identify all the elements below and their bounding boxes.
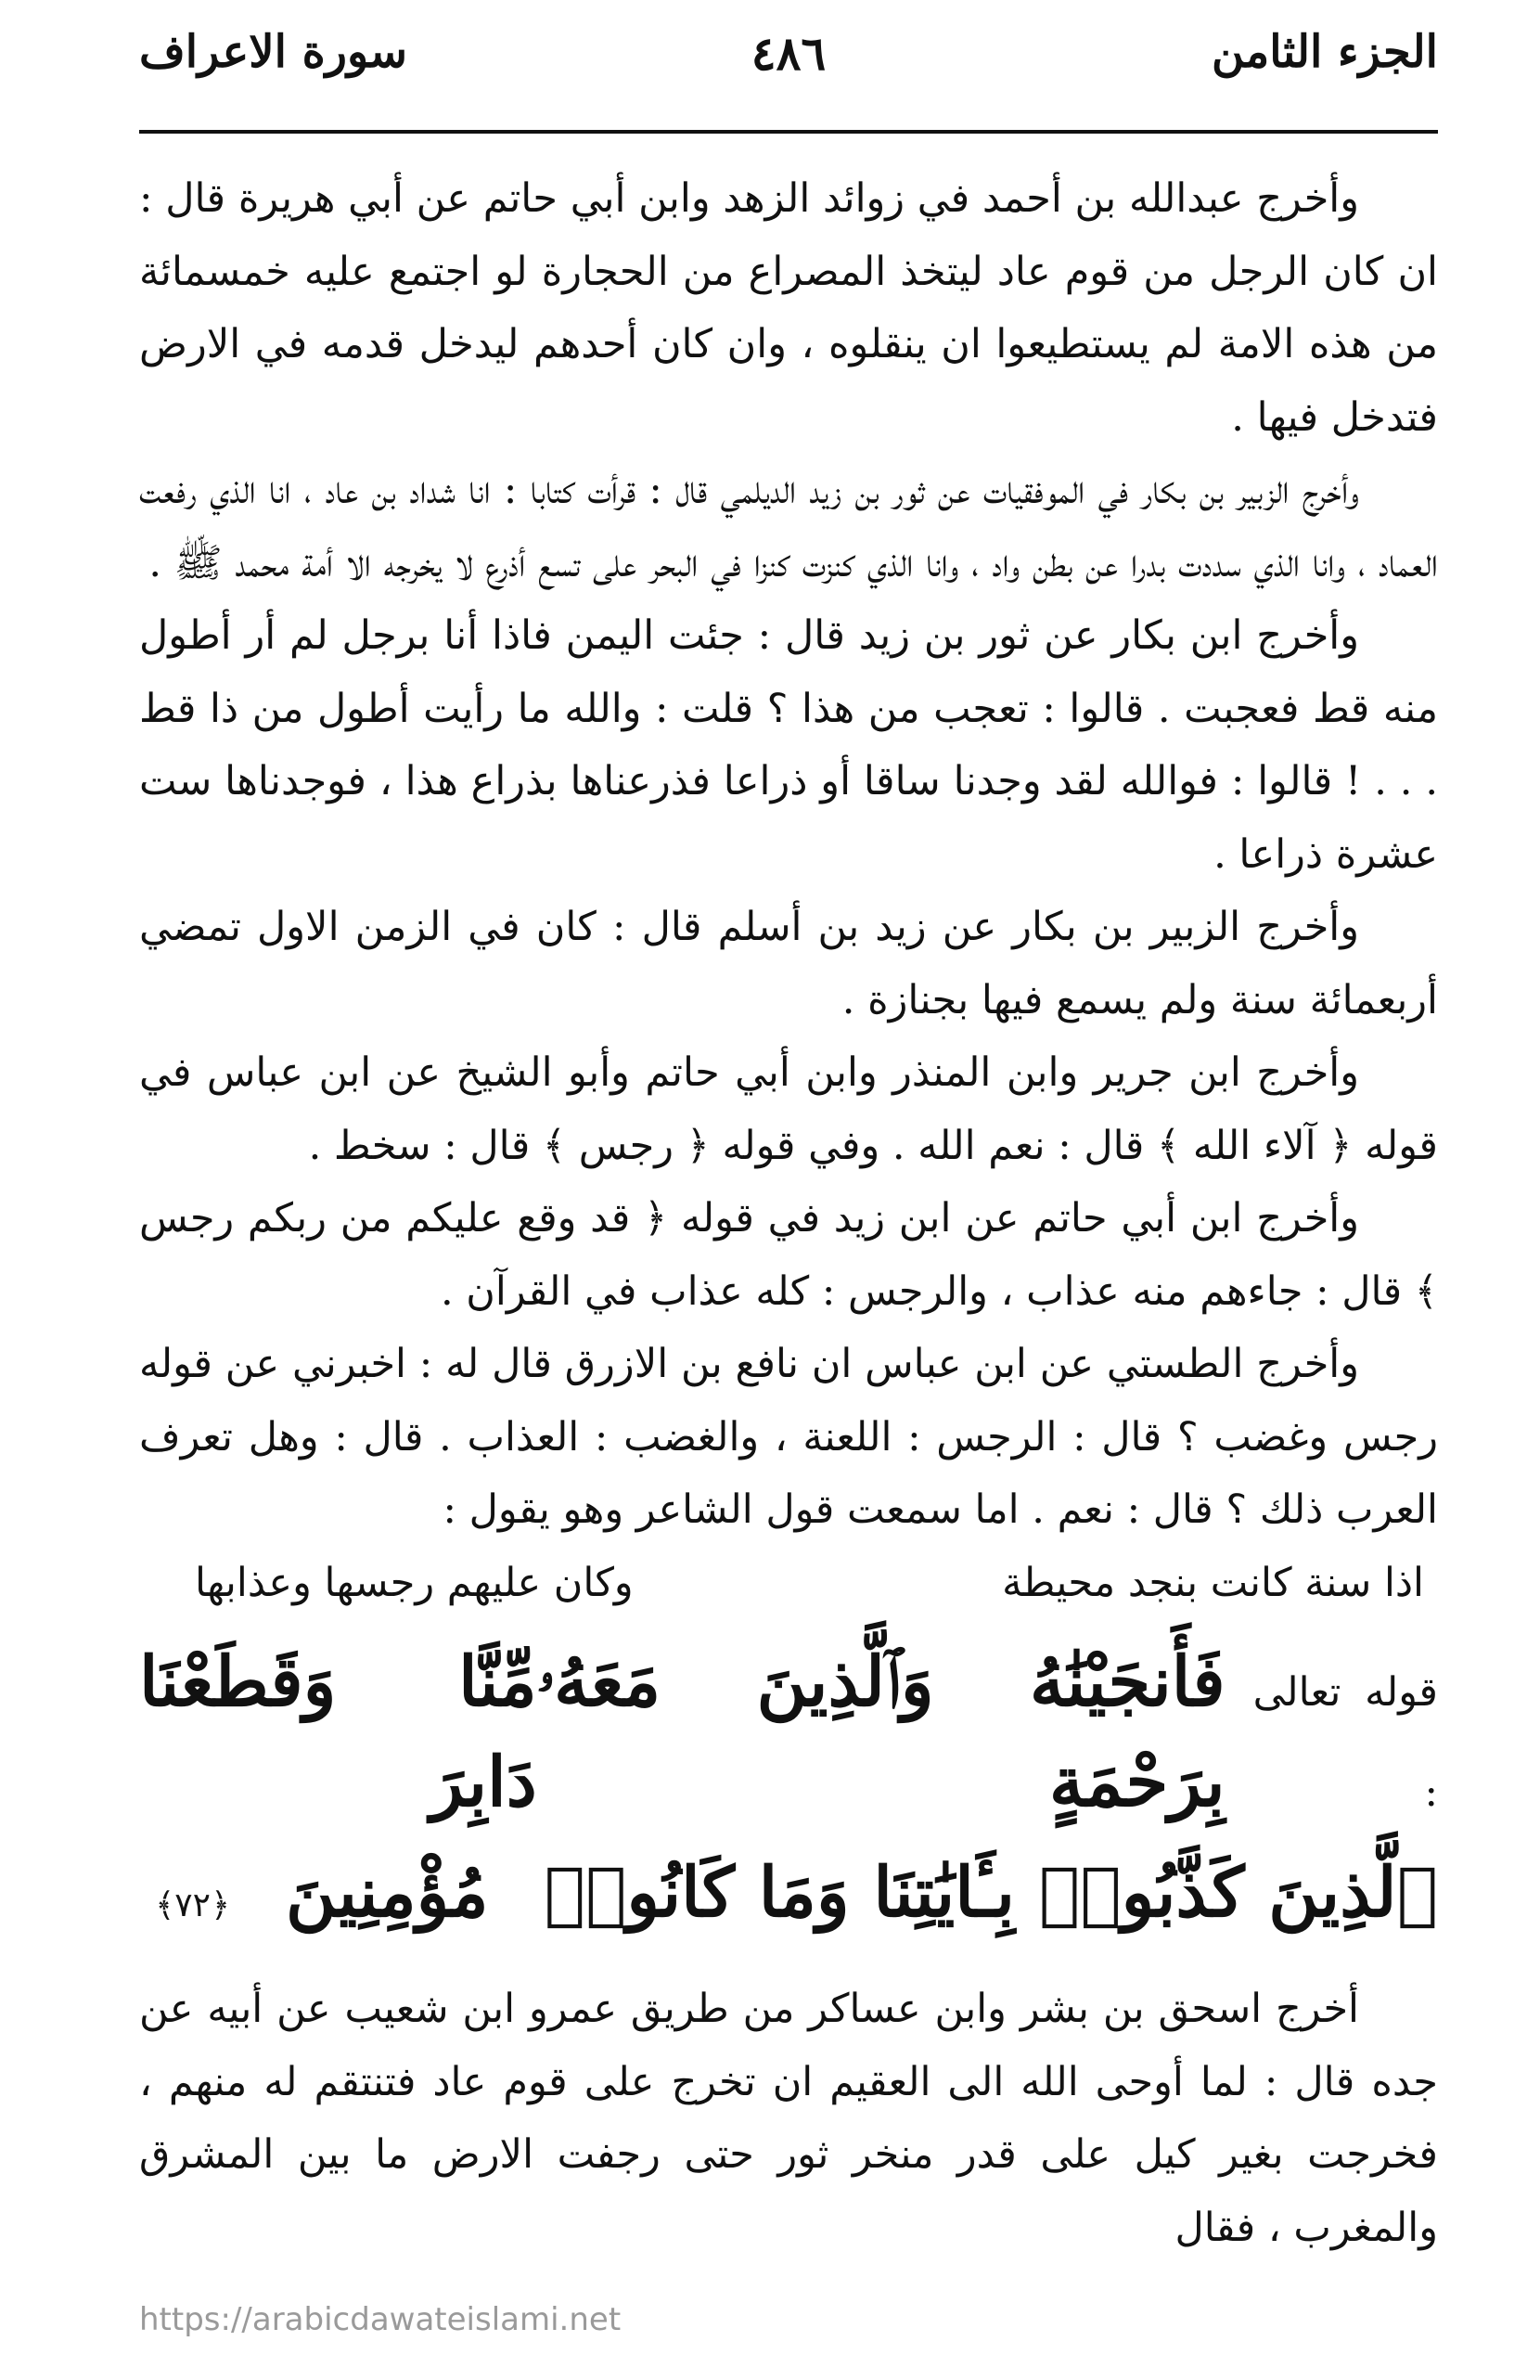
paragraph-3: وأخرج ابن بكار عن ثور بن زيد قال : جئت اليمن فاذا أنا برجل لم أر أطول منه قط فعجبت . قالوا : تعجب من هذا ؟ قلت : والله ما رأيت أطول من ذا قط . . . ! قالوا : فوالله لقد وجدنا ساقا أو ذراعا فذرعناها بذراع هذا ، فوجدناها ست عشرة ذراعا . — [139, 612, 1438, 878]
page-body — [139, 162, 1438, 2264]
quran-line-1 — [139, 1632, 1438, 1843]
quran-line-2 — [139, 1843, 1438, 1956]
quran-text-2a: ٱلَّذِينَ كَذَّبُوا۟ بِـَٔايَٰتِنَا وَمَا كَانُوا۟ — [544, 1853, 1438, 1933]
paragraph-6: وأخرج ابن أبي حاتم عن ابن زيد في قوله ﴿ قد وقع عليكم من ربكم رجس ﴾ قال : جاءهم منه عذاب ، والرجس : كله عذاب في القرآن . — [139, 1195, 1438, 1315]
surah-label: سورة الاعراف — [139, 26, 407, 78]
quran-text-2b: مُؤْمِنِينَ — [286, 1853, 489, 1933]
paragraph-7: وأخرج الطستي عن ابن عباس ان نافع بن الازرق قال له : اخبرني عن قوله رجس وغضب ؟ قال : الرجس : اللعنة ، والغضب : العذاب . قال : وهل تعرف العرب ذلك ؟ قال : نعم . اما سمعت قول الشاعر وهو يقول : — [139, 1341, 1438, 1533]
header-rule — [139, 130, 1438, 134]
poem-verse — [139, 1547, 1438, 1620]
paragraph-1: وأخرج عبدالله بن أحمد في زوائد الزهد وابن أبي حاتم عن أبي هريرة قال : ان كان الرجل من قوم عاد ليتخذ المصراع من الحجارة لو اجتمع عليه خمسمائة من هذه الامة لم يستطيعوا ان ينقلوه ، وان كان أحدهم ليدخل قدمه في الارض فتدخل فيها . — [139, 175, 1438, 441]
poem-first-hemistich: اذا سنة كانت بنجد محيطة — [1002, 1559, 1424, 1606]
part-label: الجزء الثامن — [1211, 26, 1438, 78]
quran-text-1b: مِّنَّا وَقَطَعْنَا دَابِرَ — [139, 1642, 537, 1822]
paragraph-4: وأخرج الزبير بن بكار عن زيد بن أسلم قال : كان في الزمن الاول تمضي أربعمائة سنة ولم يسمع فيها بجنازة . — [139, 904, 1438, 1023]
paragraph-5: وأخرج ابن جرير وابن المنذر وابن أبي حاتم وأبو الشيخ عن ابن عباس في قوله ﴿ آلاء الله ﴾ قال : نعم الله . وفي قوله ﴿ رجس ﴾ قال : سخط . — [139, 1049, 1438, 1169]
poem-second-hemistich: وكان عليهم رجسها وعذابها — [195, 1559, 634, 1606]
paragraph-8: أخرج اسحق بن بشر وابن عساكر من طريق عمرو ابن شعيب عن أبيه عن جده قال : لما أوحى الله الى العقيم ان تخرج على قوم عاد فتنتقم له منهم ، فخرجت بغير كيل على قدر منخر ثور حتى رجفت الارض ما بين المشرق والمغرب ، فقال — [139, 1986, 1438, 2251]
quran-verse — [139, 1632, 1438, 1956]
page-header — [139, 26, 1438, 128]
quran-text-1a: فَأَنجَيْنَٰهُ وَٱلَّذِينَ مَعَهُۥ بِرَحْمَةٍ — [536, 1642, 1226, 1822]
quran-intro: قوله تعالى : — [1252, 1669, 1438, 1816]
ayah-number: ﴿٧٢﴾ — [155, 1886, 231, 1924]
page-number: ٤٨٦ — [751, 26, 827, 81]
watermark-link[interactable]: https://arabicdawateislami.net — [139, 2301, 622, 2338]
paragraph-2: وأخرج الزبير بن بكار في الموفقيات عن ثور بن زيد الديلمي قال : قرأت كتابا : انا شداد بن عاد ، انا الذي رفعت العماد ، وانا الذي سددت بدرا عن بطن واد ، وانا الذي كنزت كنزا في البحر على تسع أذرع لا يخرجه الا أمة محمد ﷺ . — [139, 467, 1438, 586]
